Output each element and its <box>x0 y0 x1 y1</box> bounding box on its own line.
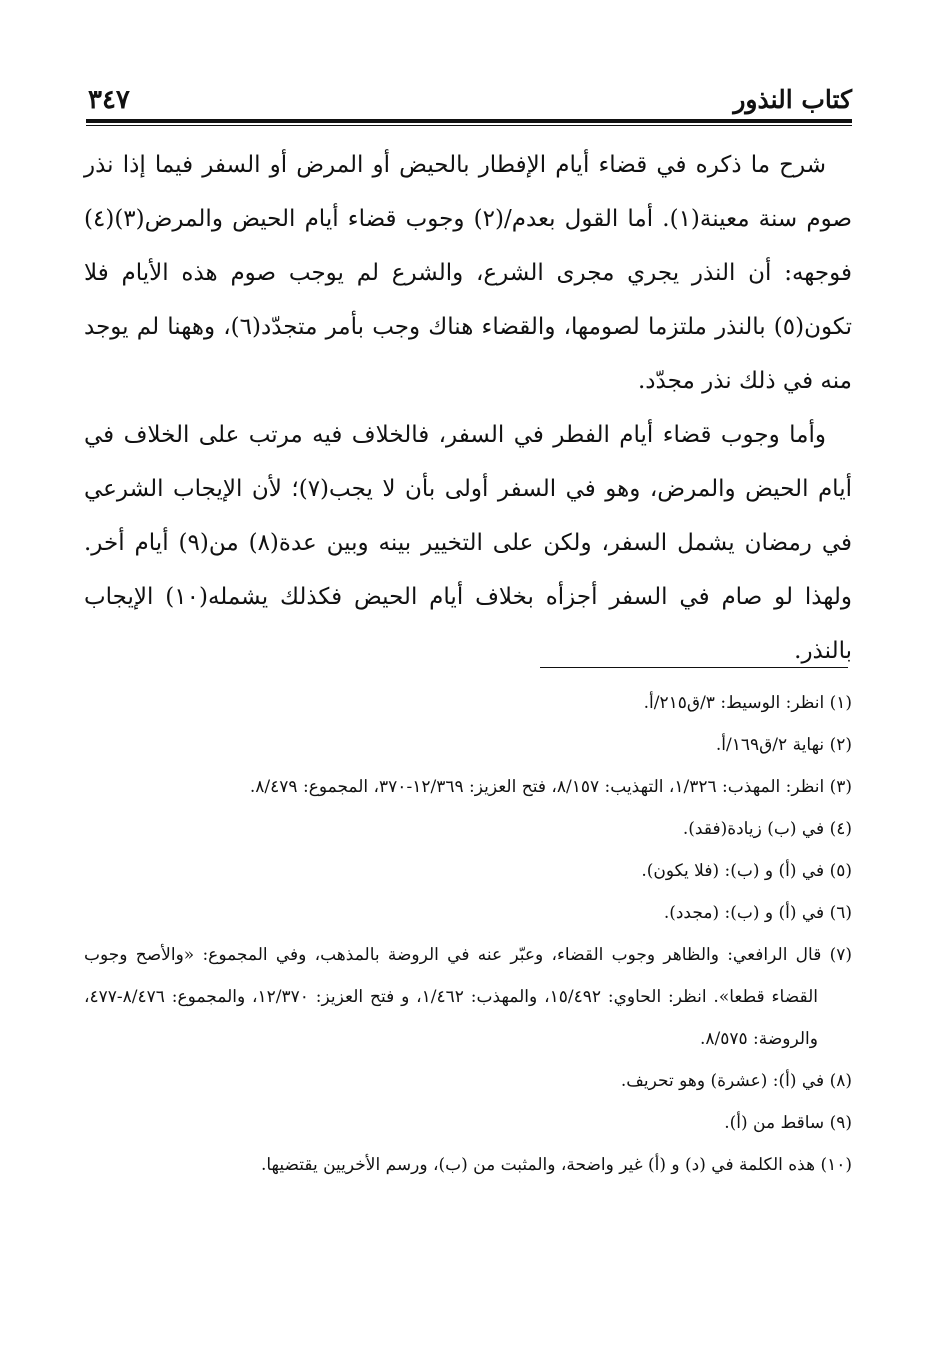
footnote: (٨) في (أ): (عشرة) وهو تحريف. <box>620 1071 852 1091</box>
footnote: (١) انظر: الوسيط: ٣/ق٢١٥/أ. <box>643 693 852 713</box>
paragraph: وأما وجوب قضاء أيام الفطر في السفر، فالخلاف فيه مرتب على الخلاف في أيام الحيض والمرض، وهو في السفر أولى بأن لا يجب(٧)؛ لأن الإيجاب الشرعي في رمضان يشمل السفر، ولكن على التخيير بينه وبين عدة(٨) من(٩) أيام أخر. ولهذا لو صام في السفر أجزأه بخلاف أيام الحيض فكذلك يشمله(١٠) الإيجاب بالنذر. <box>84 422 853 664</box>
footnote: (٦) في (أ) و (ب): (مجدد). <box>663 903 852 923</box>
header-rule-thin <box>86 125 852 126</box>
chapter-title: كتاب النذور <box>733 85 852 114</box>
paragraph: شرح ما ذكره في قضاء أيام الإفطار بالحيض أو المرض أو السفر فيما إذا نذر صوم سنة معينة(١). أما القول بعدم/(٢) وجوب قضاء أيام الحيض والمرض(٣)(٤) فوجهه: أن النذر يجري مجرى الشرع، والشرع لم يوجب صوم هذه الأيام فلا تكون(٥) بالنذر ملتزما لصومها، والقضاء هناك وجب بأمر متجدّد(٦)، وههنا لم يوجد منه في ذلك نذر مجدّد. <box>84 152 852 394</box>
footnote: (٢) نهاية ٢/ق١٦٩/أ. <box>715 735 852 755</box>
footnote: (٣) انظر: المهذب: ١/٣٢٦، التهذيب: ٨/١٥٧، فتح العزيز: ١٢/٣٦٩-٣٧٠، المجموع: ٨/٤٧٩. <box>249 777 852 797</box>
page-number: ٣٤٧ <box>88 85 130 115</box>
footnote: (٩) ساقط من (أ). <box>724 1113 852 1133</box>
footnote: (٤) في (ب) زيادة(فقد). <box>682 819 852 839</box>
running-header <box>88 84 852 116</box>
footnote: (٥) في (أ) و (ب): (فلا يكون). <box>641 861 852 881</box>
main-text <box>84 138 852 678</box>
header-rule-thick <box>86 119 852 123</box>
footnote: (١٠) هذه الكلمة في (د) و (أ) غير واضحة، والمثبت من (ب)، ورسم الأخريين يقتضيها. <box>260 1155 852 1175</box>
footnote-separator <box>540 667 848 668</box>
footnotes <box>84 682 852 1186</box>
footnote: (٧) قال الرافعي: والظاهر وجوب القضاء، وعبّر عنه في الروضة بالمذهب، وفي المجموع: «والأصح وجوب القضاء قطعا». انظر: الحاوي: ١٥/٤٩٢، والمهذب: ١/٤٦٢، و فتح العزيز: ١٢/٣٧٠، والمجموع: ٨/٤٧٦-٤٧٧، والروضة: ٨/٥٧٥. <box>84 945 852 1049</box>
